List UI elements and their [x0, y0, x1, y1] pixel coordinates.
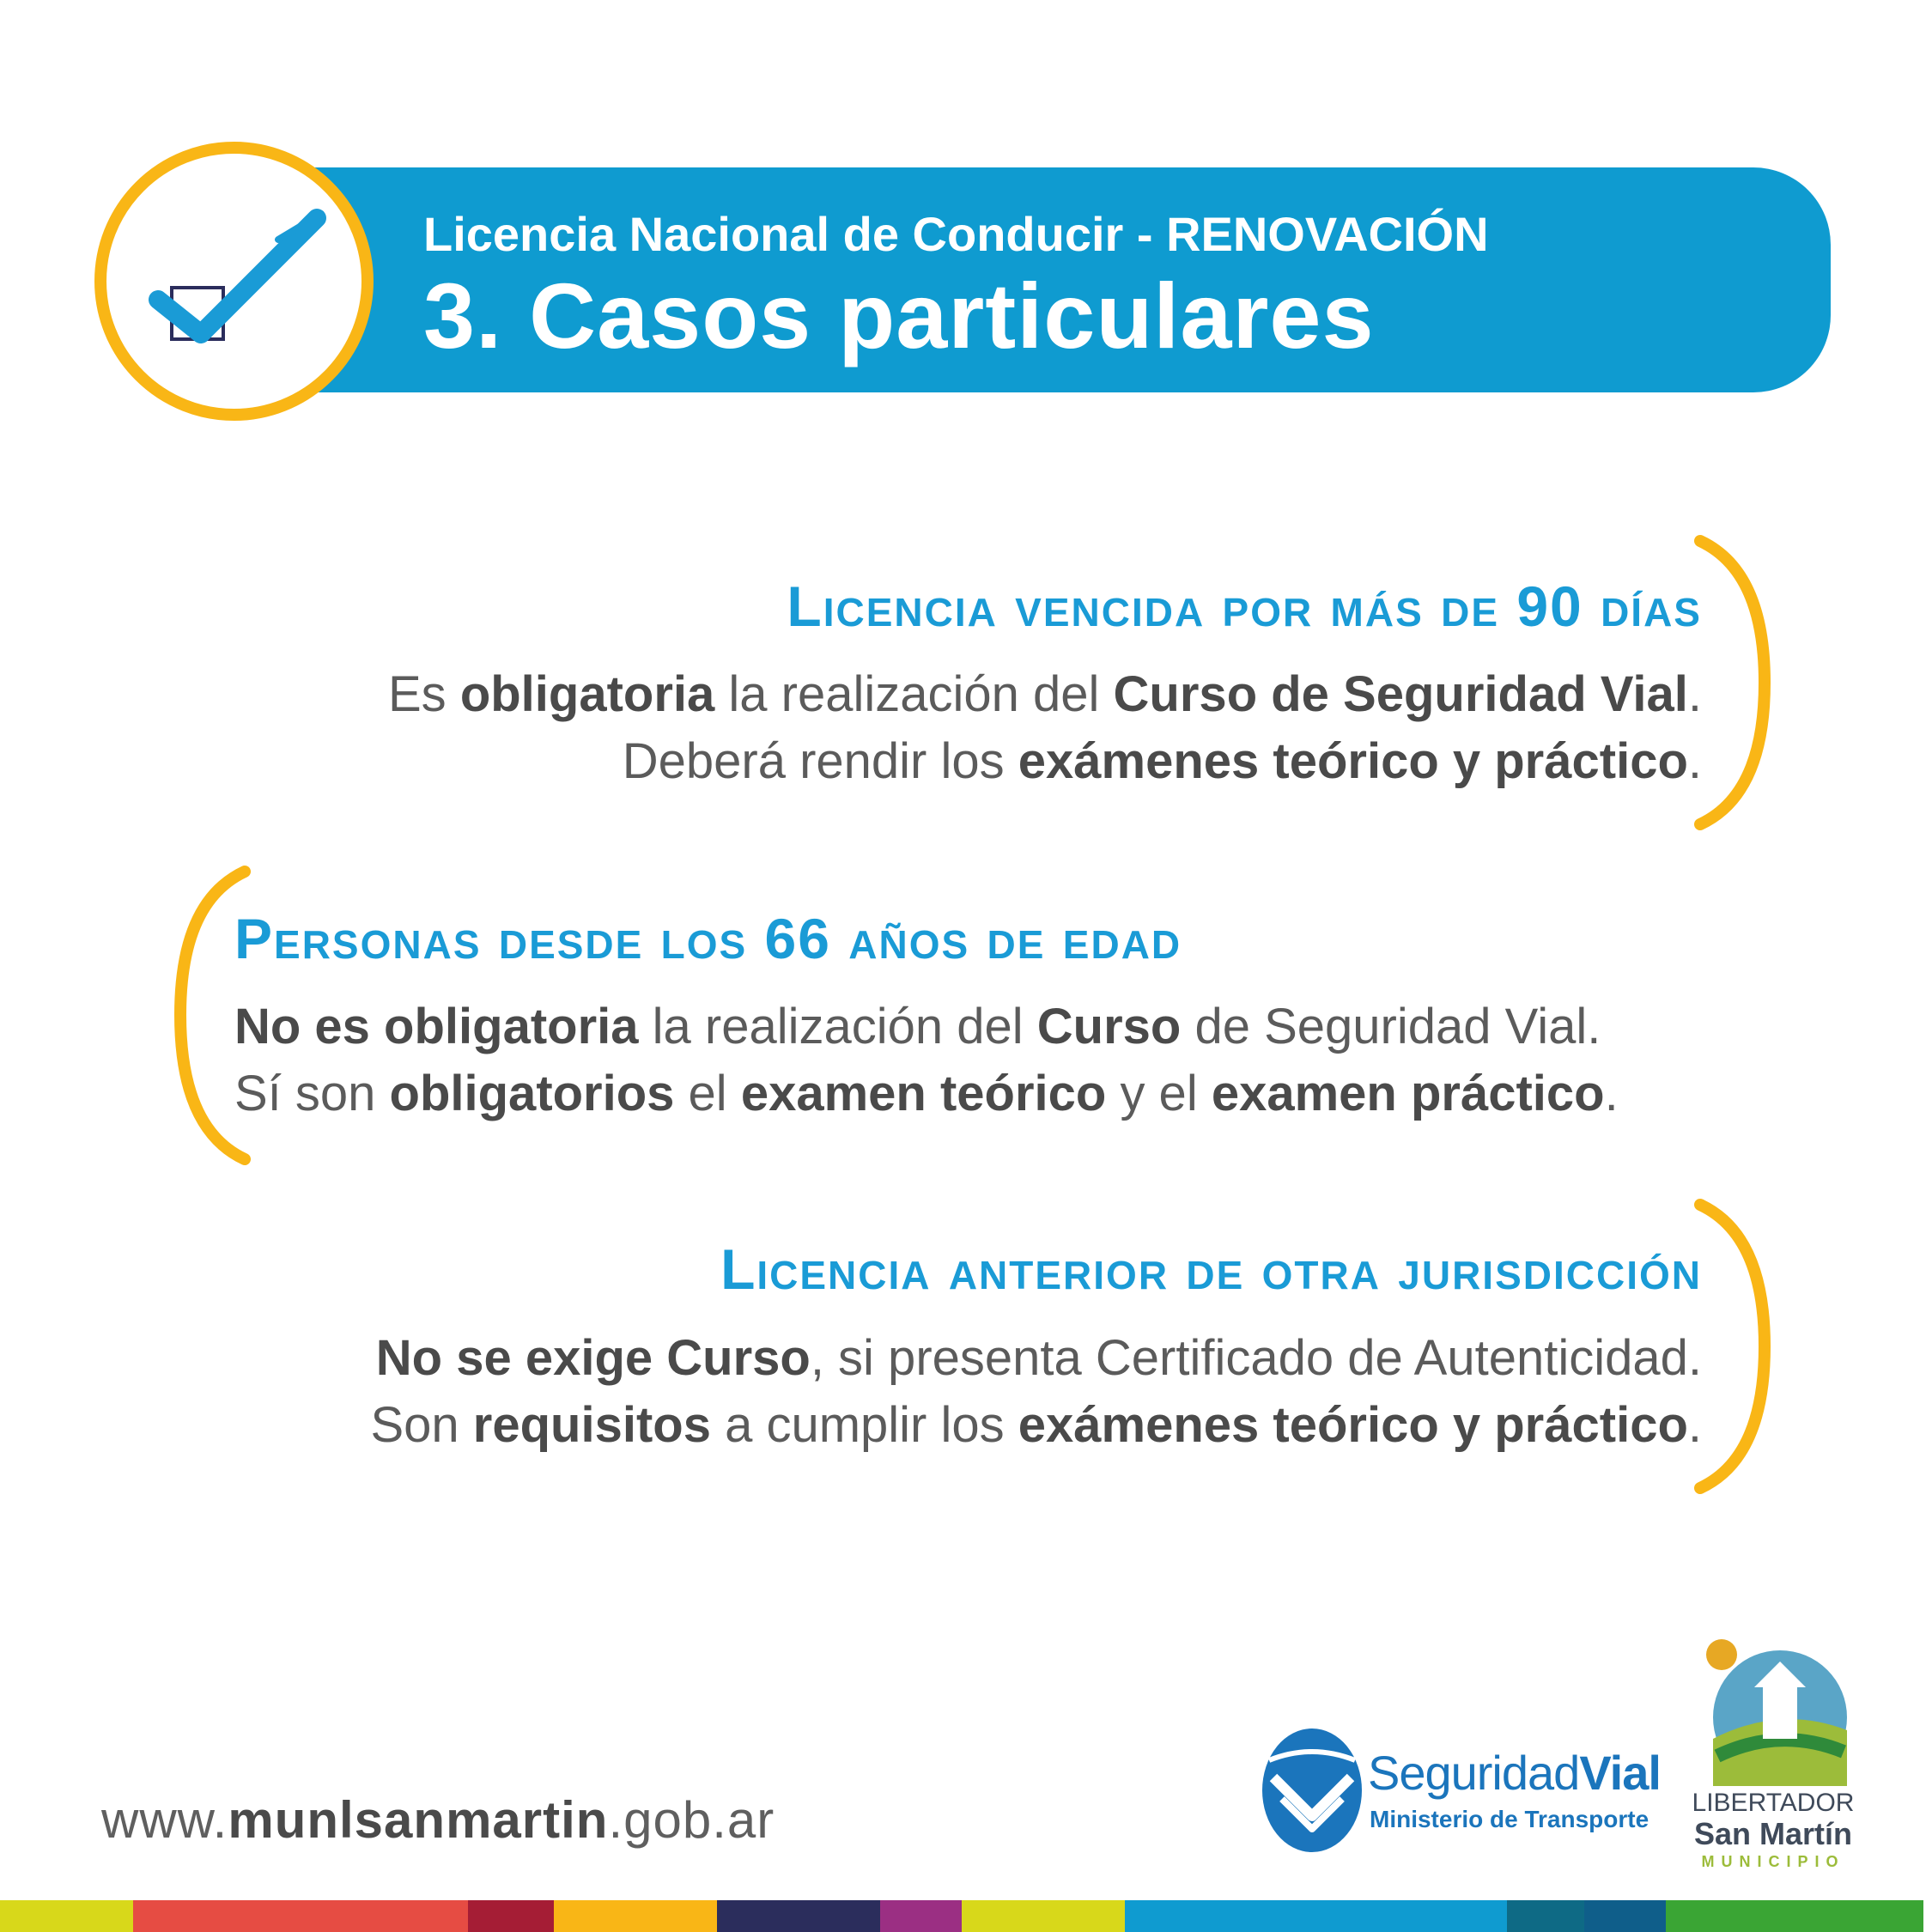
line-segment: .: [1687, 1397, 1702, 1453]
line-segment: Es: [388, 666, 460, 722]
line-segment: el: [674, 1066, 741, 1121]
color-strip-segment: [1125, 1900, 1344, 1932]
header-subtitle: Licencia Nacional de Conducir - RENOVACIÓN: [423, 207, 1489, 261]
section-2-line-2: [234, 1065, 1619, 1122]
line-segment: obligatoria: [459, 666, 715, 722]
color-strip-segment: [1584, 1900, 1666, 1932]
municipio-line-3: MUNICIPIO: [1701, 1853, 1845, 1870]
checkbox-badge: [94, 142, 374, 421]
color-strip-segment: [133, 1900, 391, 1932]
municipio-logo-icon: [1696, 1636, 1850, 1786]
section-2-line-1: [234, 998, 1601, 1055]
color-strip-segment: [0, 1900, 133, 1932]
line-segment: No es obligatoria: [234, 999, 639, 1054]
section-title-2: Personas desde los 66 años de edad: [234, 907, 1182, 970]
line-segment: la realización del: [714, 666, 1114, 722]
color-strip-segment: [391, 1900, 468, 1932]
section-title-1: Licencia vencida por más de 90 días: [787, 574, 1702, 638]
color-strip-segment: [717, 1900, 880, 1932]
seguridad-vial-logo-icon: [1261, 1726, 1364, 1855]
line-segment: .: [1687, 733, 1702, 789]
checkbox-check-icon: [106, 154, 361, 409]
line-segment: de Seguridad Vial.: [1181, 999, 1601, 1054]
color-strip-segment: [880, 1900, 962, 1932]
color-strip-segment: [468, 1900, 554, 1932]
line-segment: exámenes teórico y práctico: [1018, 1397, 1688, 1453]
color-strip-segment: [1786, 1900, 1923, 1932]
section-3-line-2: [370, 1396, 1702, 1454]
page-title: 3. Casos particulares: [423, 264, 1375, 368]
section-title-3: Licencia anterior de otra jurisdicción: [720, 1237, 1702, 1301]
line-segment: Sí son: [234, 1066, 390, 1121]
color-strip: [0, 1900, 1932, 1932]
color-strip-segment: [554, 1900, 717, 1932]
section-3-line-1: [376, 1329, 1702, 1387]
color-strip-segment: [1507, 1900, 1584, 1932]
seguridad-vial-ministry: Ministerio de Transporte: [1370, 1806, 1649, 1832]
line-segment: y el: [1106, 1066, 1212, 1121]
line-segment: Curso: [1036, 999, 1182, 1054]
line-segment: , si presenta Certificado de Autenticidad.: [810, 1330, 1702, 1386]
line-segment: Son: [370, 1397, 473, 1453]
line-segment: .: [1687, 666, 1702, 722]
color-strip-segment: [962, 1900, 1125, 1932]
municipio-line-1: LIBERTADOR: [1692, 1789, 1855, 1817]
color-strip-segment: [1666, 1900, 1786, 1932]
line-segment: exámenes teórico y práctico: [1018, 733, 1688, 789]
line-segment: .: [1604, 1066, 1619, 1121]
line-segment: examen teórico: [740, 1066, 1107, 1121]
website-link[interactable]: www.munlsanmartin.gob.ar: [101, 1791, 775, 1849]
line-segment: Curso de Seguridad Vial: [1113, 666, 1688, 722]
line-segment: Deberá rendir los: [622, 733, 1018, 789]
line-segment: requisitos: [472, 1397, 711, 1453]
section-1-line-2: [623, 732, 1702, 790]
line-segment: a cumplir los: [710, 1397, 1018, 1453]
line-segment: la realización del: [638, 999, 1037, 1054]
seguridad-vial-name: SeguridadVial: [1368, 1746, 1661, 1800]
section-1-line-1: [388, 665, 1702, 723]
color-strip-segment: [1344, 1900, 1507, 1932]
line-segment: No se exige Curso: [375, 1330, 811, 1386]
line-segment: obligatorios: [389, 1066, 675, 1121]
municipio-line-2: San Martín: [1693, 1816, 1853, 1851]
line-segment: examen práctico: [1211, 1066, 1605, 1121]
